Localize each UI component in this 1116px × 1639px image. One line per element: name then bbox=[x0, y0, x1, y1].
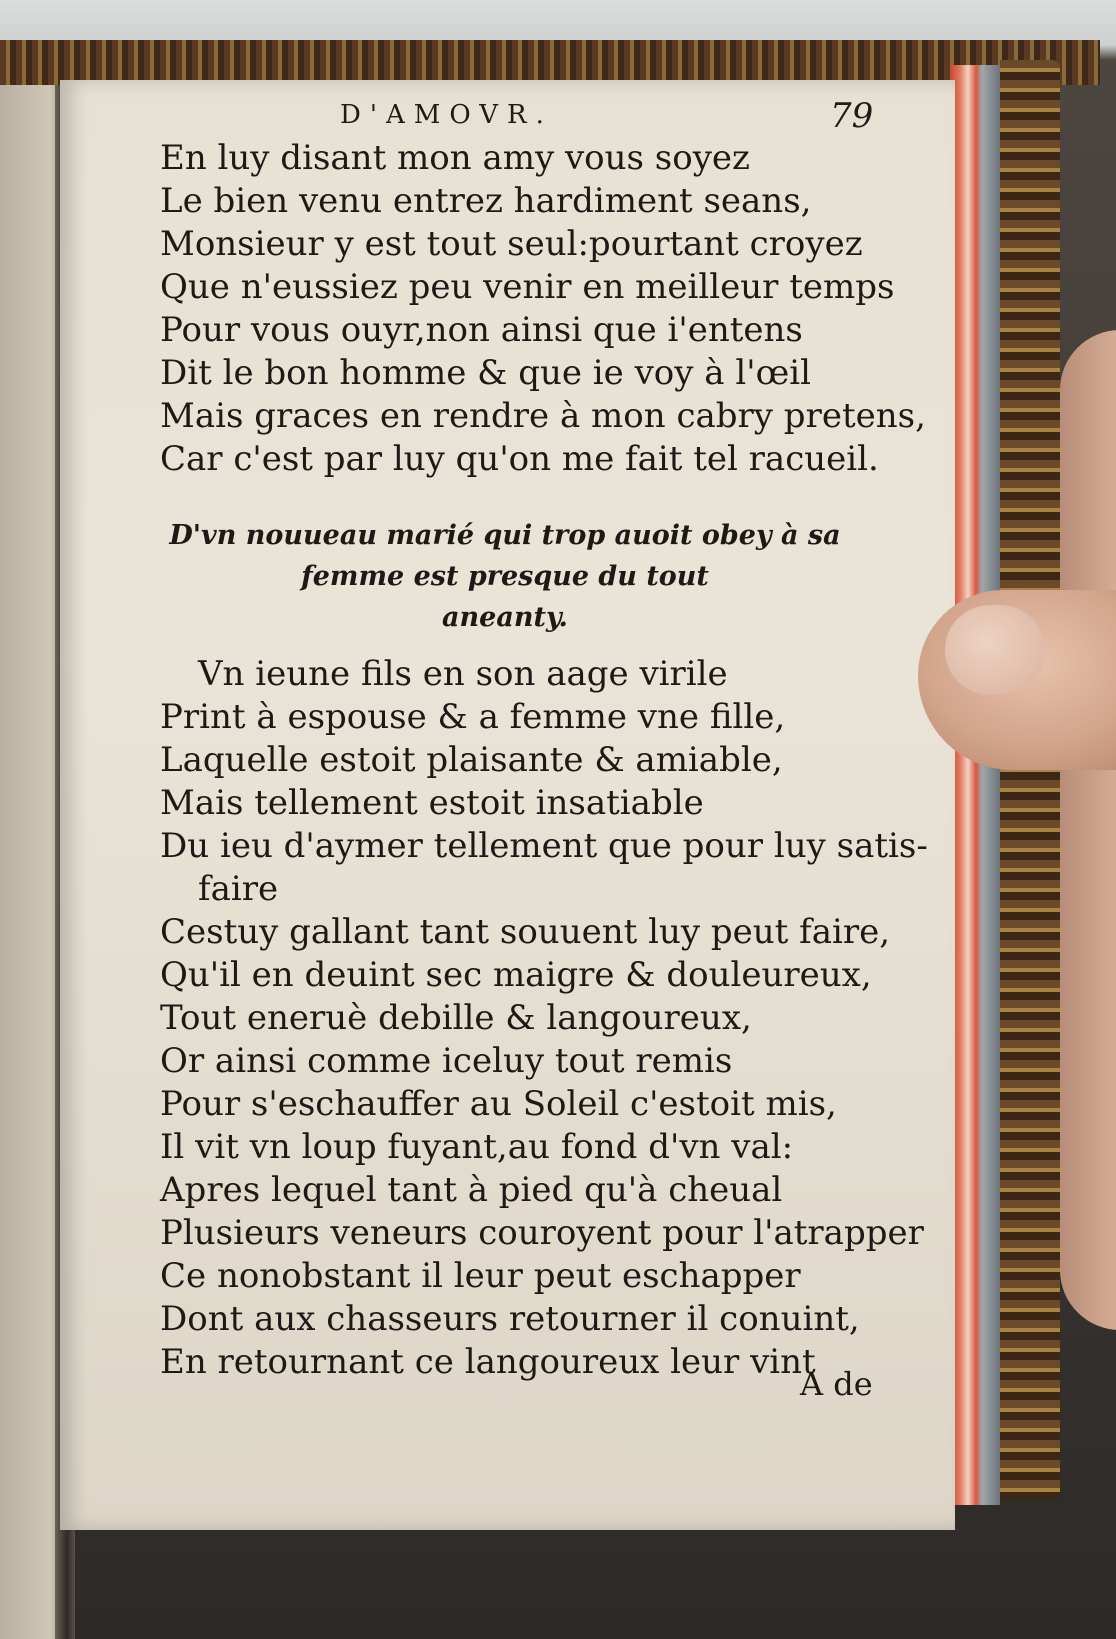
catchword: A de bbox=[800, 1365, 873, 1403]
verse-line: Le bien venu entrez hardiment seans, bbox=[160, 181, 812, 221]
book-top-edge bbox=[0, 40, 1100, 85]
verse-line: faire bbox=[198, 869, 279, 909]
verse-line: Que n'eussiez peu venir en meilleur temps bbox=[160, 267, 895, 307]
verse-line: Mais graces en rendre à mon cabry pretens, bbox=[160, 396, 926, 436]
verse-line: En luy disant mon amy vous soyez bbox=[160, 138, 750, 178]
verse-line: Or ainsi comme iceluy tout remis bbox=[160, 1041, 733, 1081]
heading-line: femme est presque du tout bbox=[301, 561, 709, 592]
page-number: 79 bbox=[830, 96, 874, 136]
thumb-nail bbox=[945, 605, 1045, 695]
verse-line: Qu'il en deuint sec maigre & douleureux, bbox=[160, 955, 872, 995]
heading-line: aneanty. bbox=[442, 602, 568, 633]
verse-line: Plusieurs veneurs couroyent pour l'atrapper bbox=[160, 1213, 924, 1253]
verse-line: Ce nonobstant il leur peut eschapper bbox=[160, 1256, 801, 1296]
verse-line: Mais tellement estoit insatiable bbox=[160, 783, 704, 823]
heading-line: D'vn nouueau marié qui trop auoit obey à sa bbox=[169, 520, 841, 551]
verse-line: Pour vous ouyr,non ainsi que i'entens bbox=[160, 310, 803, 350]
verse-line: Laquelle estoit plaisante & amiable, bbox=[160, 740, 783, 780]
book-page bbox=[60, 80, 955, 1530]
verse-line: Pour s'eschauffer au Soleil c'estoit mis, bbox=[160, 1084, 837, 1124]
verse-line: Tout eneruè debille & langoureux, bbox=[160, 998, 752, 1038]
running-head: D'AMOVR. bbox=[340, 100, 553, 130]
verse-line: Dit le bon homme & que ie voy à l'œil bbox=[160, 353, 811, 393]
red-page-edges bbox=[950, 65, 1000, 1505]
poem-heading bbox=[120, 515, 890, 638]
verse-line: Il vit vn loup fuyant,au fond d'vn val: bbox=[160, 1127, 794, 1167]
verse-line: Apres lequel tant à pied qu'à cheual bbox=[160, 1170, 783, 1210]
verse-block-2 bbox=[160, 653, 928, 1384]
verse-block-1 bbox=[160, 137, 926, 481]
verse-line: Print à espouse & a femme vne fille, bbox=[160, 697, 786, 737]
verse-line: Car c'est par luy qu'on me fait tel racueil. bbox=[160, 439, 879, 479]
holding-finger bbox=[1060, 330, 1116, 1330]
verse-line: Du ieu d'aymer tellement que pour luy satis- bbox=[160, 826, 928, 866]
verse-line: Vn ieune fils en son aage virile bbox=[198, 654, 728, 694]
verse-line: En retournant ce langoureux leur vint bbox=[160, 1342, 816, 1382]
verse-line: Monsieur y est tout seul:pourtant croyez bbox=[160, 224, 863, 264]
book-cover-edge bbox=[1000, 60, 1060, 1500]
verse-line: Cestuy gallant tant souuent luy peut faire, bbox=[160, 912, 891, 952]
verse-line: Dont aux chasseurs retourner il conuint, bbox=[160, 1299, 860, 1339]
